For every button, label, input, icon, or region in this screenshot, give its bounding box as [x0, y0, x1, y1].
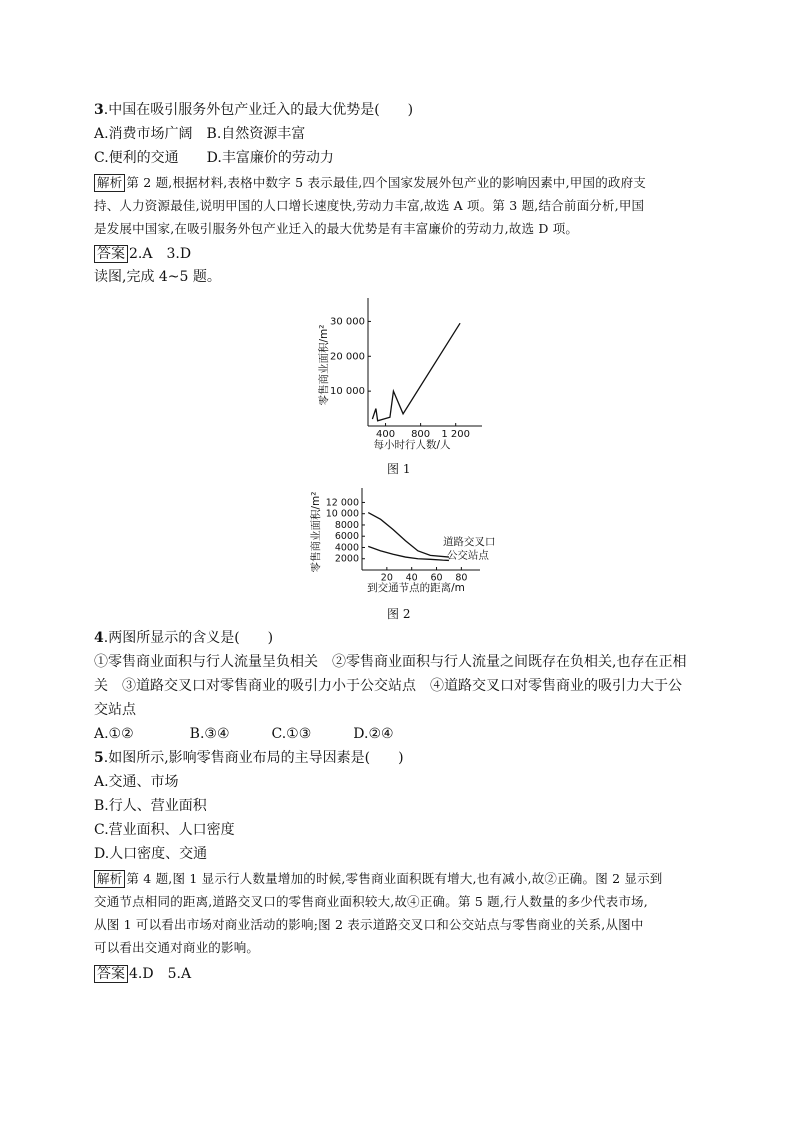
- x-tick-label: 800: [411, 429, 431, 440]
- question-number: 5: [94, 750, 104, 766]
- y-tick-label: 2000: [334, 553, 359, 565]
- question-3-stem: 3.中国在吸引服务外包产业迁入的最大优势是( ): [94, 102, 414, 118]
- x-tick-label: 1 200: [441, 429, 471, 440]
- question-4-options: A.①② B.③④ C.①③ D.②④: [94, 726, 394, 742]
- x-tick-label: 40: [405, 572, 418, 584]
- x-tick-label: 60: [430, 572, 443, 584]
- question-5-option-a: A.交通、市场: [94, 774, 179, 790]
- analysis-2-line1: 解析 第 4 题,图 1 显示行人数量增加的时候,零售商业面积既有增大,也有减小,故②正确。图 2 显示到: [94, 869, 663, 889]
- x-axis-label: 每小时行人数/人: [373, 439, 451, 451]
- answer-2: 答案 4.D 5.A: [94, 964, 191, 984]
- figure-1-chart: [300, 292, 500, 452]
- figure-2-caption: 图 2: [387, 607, 411, 621]
- y-tick-label: 6000: [334, 531, 359, 543]
- y-axis-label: 零售商业面积/m²: [318, 324, 330, 406]
- question-4-line1: ①零售商业面积与行人流量呈负相关 ②零售商业面积与行人流量之间既存在负相关,也存在正相: [94, 654, 687, 670]
- x-axis-label: 到交通节点的距离/m: [367, 582, 465, 594]
- intro-text: 读图,完成 4~5 题。: [94, 269, 221, 285]
- analysis-2-line4: 可以看出交通对商业的影响。: [94, 940, 260, 955]
- y-tick-label: 8000: [334, 519, 359, 531]
- y-axis-label: 零售商业面积/m²: [310, 491, 322, 573]
- x-tick-label: 20: [380, 572, 393, 584]
- analysis-2-line3: 从图 1 可以看出市场对商业活动的影响;图 2 表示道路交叉口和公交站点与零售商业的关系,从图中: [94, 917, 644, 932]
- series-label: 道路交叉口: [442, 536, 496, 549]
- analysis-tag: 解析: [94, 174, 125, 192]
- y-tick-label: 30 000: [330, 316, 365, 328]
- question-5-option-b: B.行人、营业面积: [94, 798, 207, 814]
- question-5-option-d: D.人口密度、交通: [94, 846, 208, 862]
- y-tick-label: 12 000: [325, 497, 359, 509]
- analysis-2-line2: 交通节点相同的距离,道路交叉口的零售商业面积较大,故④正确。第 5 题,行人数量的多少代表市场,: [94, 894, 648, 909]
- series-label: 公交站点: [446, 549, 489, 562]
- y-tick-label: 4000: [334, 542, 359, 554]
- question-number: 4: [94, 630, 104, 646]
- analysis-1-line2: 持、人力资源最佳,说明甲国的人口增长速度快,劳动力丰富,故选 A 项。第 3 题,结合前面分析,甲国: [94, 198, 645, 213]
- question-4-line2: 关 ③道路交叉口对零售商业的吸引力小于公交站点 ④道路交叉口对零售商业的吸引力大于公: [94, 678, 682, 694]
- x-tick-label: 400: [375, 429, 396, 440]
- y-tick-label: 10 000: [325, 508, 359, 520]
- question-5-option-c: C.营业面积、人口密度: [94, 822, 235, 838]
- analysis-1-line3: 是发展中国家,在吸引服务外包产业迁入的最大优势是有丰富廉价的劳动力,故选 D 项。: [94, 221, 579, 236]
- question-number: 3: [94, 102, 104, 118]
- analysis-tag: 解析: [94, 870, 125, 888]
- x-tick-label: 80: [455, 572, 468, 584]
- series-line: [372, 323, 460, 421]
- answer-tag: 答案: [94, 245, 128, 263]
- figure-1-caption: 图 1: [387, 462, 411, 476]
- question-3-options-ab: A.消费市场广阔 B.自然资源丰富: [94, 126, 306, 142]
- question-4-stem: 4.两图所显示的含义是( ): [94, 630, 274, 646]
- series-line: [368, 546, 449, 560]
- y-tick-label: 20 000: [330, 351, 365, 363]
- question-5-stem: 5.如图所示,影响零售商业布局的主导因素是( ): [94, 750, 404, 766]
- y-tick-label: 10 000: [330, 386, 365, 398]
- answer-1: 答案 2.A 3.D: [94, 244, 191, 264]
- answer-tag: 答案: [94, 965, 128, 983]
- question-4-line3: 交站点: [94, 702, 136, 718]
- analysis-1-line1: 解析 第 2 题,根据材料,表格中数字 5 表示最佳,四个国家发展外包产业的影响因素中,甲国的政府支: [94, 173, 646, 193]
- figure-2-chart: [300, 482, 510, 600]
- question-3-options-cd: C.便利的交通 D.丰富廉价的劳动力: [94, 150, 334, 166]
